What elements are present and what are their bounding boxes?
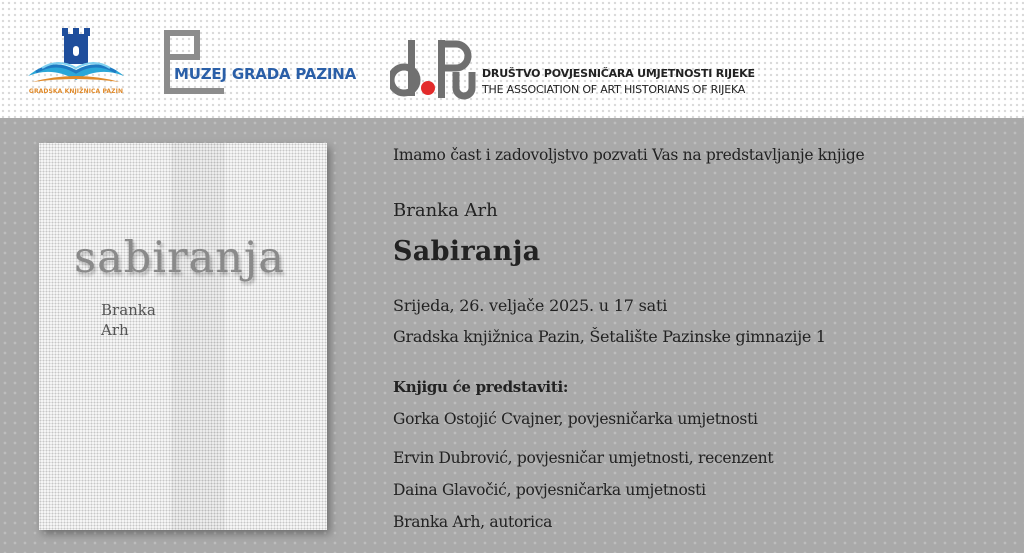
book-title: Sabiranja <box>393 236 541 267</box>
association-name-en: THE ASSOCIATION OF ART HISTORIANS OF RIJEKA <box>482 83 746 96</box>
dpu-mark-icon <box>390 36 480 100</box>
cover-author <box>101 300 156 340</box>
association-name <box>482 66 755 98</box>
library-logo <box>18 26 134 100</box>
library-caption: GRADSKA KNJIŽNICA PAZIN <box>28 88 124 95</box>
presenters-label: Knjigu će predstaviti: <box>393 378 569 396</box>
cover-stripe <box>171 143 225 530</box>
association-name-hr: DRUŠTVO POVJESNIČARA UMJETNOSTI RIJEKE <box>482 67 755 80</box>
book-cover <box>39 143 327 530</box>
cover-title: sabiranja <box>74 233 285 283</box>
museum-mark-icon <box>160 28 370 96</box>
association-logo <box>390 36 480 100</box>
castle-book-icon <box>18 26 134 90</box>
presenter-item: Daina Glavočić, povjesničarka umjetnosti <box>393 481 706 499</box>
event-venue: Gradska knjižnica Pazin, Šetalište Pazinske gimnazije 1 <box>393 327 826 346</box>
museum-name: MUZEJ GRADA PAZINA <box>174 65 357 83</box>
cover-author-last: Arh <box>101 321 129 339</box>
invitation-intro: Imamo čast i zadovoljstvo pozvati Vas na predstavljanje knjige <box>393 146 865 164</box>
cover-author-first: Branka <box>101 301 156 319</box>
presenter-item: Gorka Ostojić Cvajner, povjesničarka umjetnosti <box>393 410 758 428</box>
book-author: Branka Arh <box>393 200 498 221</box>
event-datetime: Srijeda, 26. veljače 2025. u 17 sati <box>393 296 668 315</box>
presenter-item: Ervin Dubrović, povjesničar umjetnosti, recenzent <box>393 449 774 467</box>
presenter-item: Branka Arh, autorica <box>393 513 553 531</box>
museum-logo <box>160 28 370 96</box>
header-band <box>0 0 1024 118</box>
